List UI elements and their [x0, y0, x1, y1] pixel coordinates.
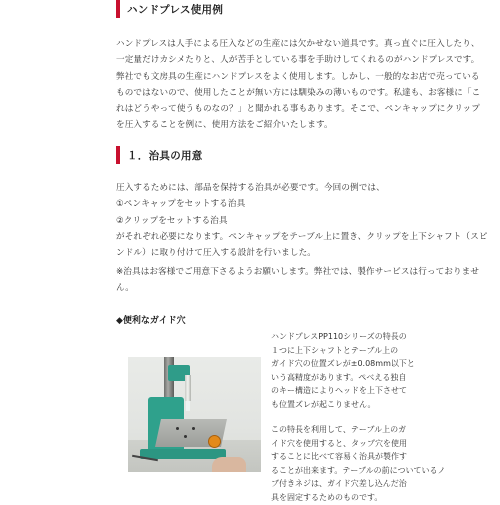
- press-spindle: [185, 375, 191, 401]
- text-line: ②クリップをセットする治具: [116, 215, 228, 226]
- section-heading-jig-preparation: [116, 146, 203, 164]
- text-line: 一定量だけカシメたりと、人が苦手としている事を手助けしてくれるのがハンドプレスです。: [116, 55, 480, 66]
- text-line: いう高精度があります。ぺべえる独自: [271, 372, 407, 382]
- subsection-heading-guide-hole: ◆便利なガイド穴: [116, 316, 186, 326]
- guide-hole-usage-text: [271, 423, 446, 505]
- text-line: ※治具はお客様でご用意下さるようお願いします。弊社では、製作サービスは行っておりませ: [116, 267, 480, 277]
- text-line: ハンドプレスは人手による圧入などの生産には欠かせない道具です。真っ直ぐに圧入したり、: [116, 39, 480, 49]
- text-line: イド穴を使用すると、タップ穴を使用: [271, 438, 407, 448]
- note-paragraph: [116, 264, 480, 297]
- hand-press-photo: [128, 357, 261, 472]
- operator-hand: [212, 457, 246, 472]
- heading-accent-bar: [116, 146, 120, 164]
- text-line: ん。: [116, 283, 134, 294]
- text-line: ものではないので、使用したことが無い方には馴染みの薄いものです。私達も、お客様に「こ: [116, 87, 481, 98]
- text-line: することに比べて容易く治具が製作す: [271, 452, 407, 462]
- text-line: も位置ズレが起こりません。: [271, 399, 376, 409]
- text-line: ることが出来ます。テーブルの前についているノ: [271, 465, 446, 475]
- guide-hole: [176, 427, 179, 430]
- text-line: 弊社でも文房具の生産にハンドプレスをよく使用します。しかし、一般的なお店で売っている: [116, 71, 480, 82]
- text-line: ハンドプレスPP110シリーズの特長の: [271, 332, 407, 341]
- guide-hole: [184, 435, 187, 438]
- jig-paragraph: [116, 180, 488, 261]
- text-line: ブ付きネジは、ガイド穴差し込んだ治: [271, 479, 407, 489]
- text-line: 具を固定するためのものです。: [271, 492, 383, 502]
- section-title: ハンドプレス使用例: [127, 3, 224, 16]
- text-line: 圧入するためには、部品を保持する治具が必要です。今回の例では、: [116, 183, 385, 193]
- guide-hole: [192, 427, 195, 430]
- heading-accent-bar: [116, 0, 120, 18]
- text-line: がそれぞれ必要になります。ペンキャップをテーブル上に置き、クリップを上下シャフト（スピ: [116, 231, 488, 242]
- text-line: のキー構造によりヘッドを上下させて: [271, 386, 407, 396]
- guide-hole-feature-text: [271, 330, 415, 412]
- text-line: ①ペンキャップをセットする治具: [116, 199, 246, 210]
- text-line: ンドル）に取り付けて圧入する設計を行いました。: [116, 248, 316, 259]
- section-title: １．治具の用意: [127, 149, 203, 162]
- clip-jig: [186, 401, 190, 411]
- text-line: １つに上下シャフトとテーブル上の: [271, 345, 399, 355]
- text-line: この特長を利用して、テーブル上のガ: [271, 425, 407, 434]
- text-line: れはどうやって使うものなの？」と聞かれる事もあります。そこで、ペンキャップにクリップ: [116, 104, 480, 115]
- text-line: を圧入することを例に、使用方法をご紹介いたします。: [116, 120, 333, 131]
- text-line: ガイド穴の位置ズレが±0.08mm以下と: [271, 359, 415, 369]
- intro-paragraph: [116, 36, 481, 134]
- knob-screw: [208, 435, 221, 448]
- section-heading-hand-press-usage: [116, 0, 223, 18]
